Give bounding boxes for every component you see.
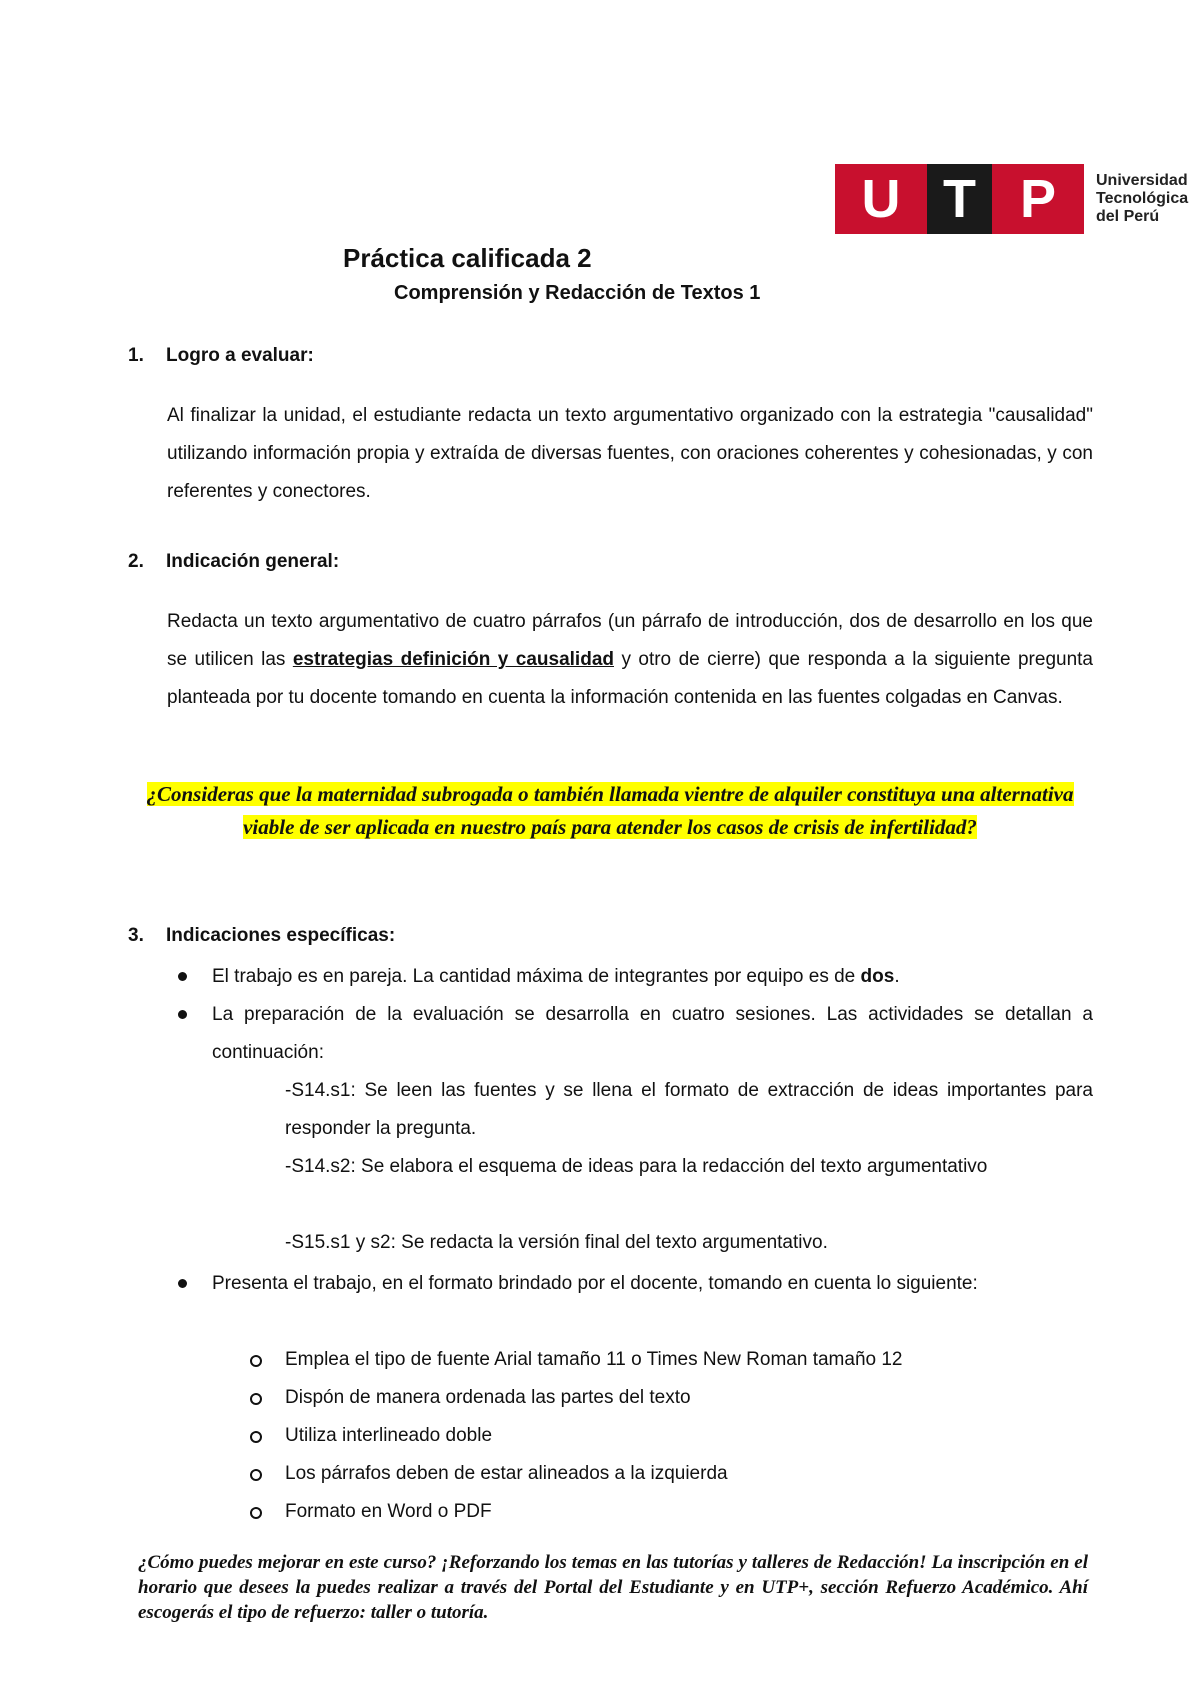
logo-letter-p: P xyxy=(992,164,1084,234)
highlighted-question xyxy=(140,778,1080,844)
logo-name-line: del Perú xyxy=(1096,208,1160,225)
section-2-heading xyxy=(128,551,339,573)
section-2-text xyxy=(167,603,1093,717)
section-title: Indicaciones específicas: xyxy=(166,925,396,946)
bullet-icon xyxy=(178,972,187,981)
format-item-text: Utiliza interlineado doble xyxy=(285,1425,493,1446)
activity-item: -S15.s1 y s2: Se redacta la versión final del texto argumentativo. xyxy=(285,1232,828,1253)
section-1-heading xyxy=(128,345,314,367)
section-title: Indicación general: xyxy=(166,551,340,572)
circle-bullet-icon xyxy=(250,1507,262,1519)
bullet-text: La preparación de la evaluación se desarrolla en cuatro sesiones. Las actividades se detallan a continuación: xyxy=(212,1004,1093,1063)
footer-note: ¿Cómo puedes mejorar en este curso? ¡Reforzando los temas en las tutorías y talleres de Redacción! La inscripción en el horario que desees la puedes realizar a través del Portal del Estudiante y en UTP+, sección Refuerzo Académico. Ahí escogerás el tipo de refuerzo: taller o tutoría. xyxy=(138,1552,1088,1623)
section-1-text: Al finalizar la unidad, el estudiante redacta un texto argumentativo organizado con la estrategia "causalidad" utilizando información propia y extraída de diversas fuentes, con oraciones coherentes y cohesionadas, y con referentes y conectores. xyxy=(167,405,1093,502)
utp-logo-mark xyxy=(835,164,1084,234)
activity-item: -S14.s1: Se leen las fuentes y se llena el formato de extracción de ideas importantes para responder la pregunta. xyxy=(285,1080,1093,1139)
logo-university-name xyxy=(1096,172,1188,226)
section-title: Logro a evaluar: xyxy=(166,345,314,366)
circle-bullet-icon xyxy=(250,1355,262,1367)
activity-item: -S14.s2: Se elabora el esquema de ideas para la redacción del texto argumentativo xyxy=(285,1156,988,1177)
question-text: ¿Consideras que la maternidad subrogada o también llamada vientre de alquiler constituya una alternativa viable de ser aplicada en nuestro país para atender los casos de crisis de infertilidad? xyxy=(146,782,1074,839)
circle-bullet-icon xyxy=(250,1469,262,1481)
section-number: 2. xyxy=(128,551,144,572)
section-3-heading xyxy=(128,925,395,947)
section-number: 1. xyxy=(128,345,144,366)
format-item-text: Formato en Word o PDF xyxy=(285,1501,492,1522)
text-segment: El trabajo es en pareja. La cantidad máxima de integrantes por equipo es de xyxy=(212,966,861,987)
format-item-text: Dispón de manera ordenada las partes del texto xyxy=(285,1387,691,1408)
logo-name-line: Tecnológica xyxy=(1096,190,1189,207)
bullet-icon xyxy=(178,1279,187,1288)
document-title: Práctica calificada 2 xyxy=(343,243,592,273)
circle-bullet-icon xyxy=(250,1431,262,1443)
logo-name-line: Universidad xyxy=(1096,172,1188,189)
document-subtitle: Comprensión y Redacción de Textos 1 xyxy=(394,282,761,304)
text-segment: Redacta un texto argumentativo de cuatro párrafos (un párrafo de introducción, dos de desarrollo en los que se utilicen las xyxy=(167,611,1093,670)
section-number: 3. xyxy=(128,925,144,946)
utp-logo xyxy=(835,164,1188,234)
format-item-text: Los párrafos deben de estar alineados a la izquierda xyxy=(285,1463,728,1484)
format-item-text: Emplea el tipo de fuente Arial tamaño 11 o Times New Roman tamaño 12 xyxy=(285,1349,903,1370)
bullet-text xyxy=(212,958,1093,996)
bullet-icon xyxy=(178,1010,187,1019)
bullet-text: Presenta el trabajo, en el formato brindado por el docente, tomando en cuenta lo siguiente: xyxy=(212,1273,978,1294)
text-segment: . xyxy=(894,966,900,987)
emphasized-strategies: estrategias definición y causalidad xyxy=(292,649,614,670)
circle-bullet-icon xyxy=(250,1393,262,1405)
text-segment: y otro de cierre) que responda a la siguiente pregunta planteada por tu docente tomando en cuenta la información contenida en las fuentes colgadas en Canvas. xyxy=(167,649,1093,708)
logo-letter-t: T xyxy=(927,164,992,234)
logo-letter-u: U xyxy=(835,164,927,234)
bold-count: dos xyxy=(860,966,895,987)
